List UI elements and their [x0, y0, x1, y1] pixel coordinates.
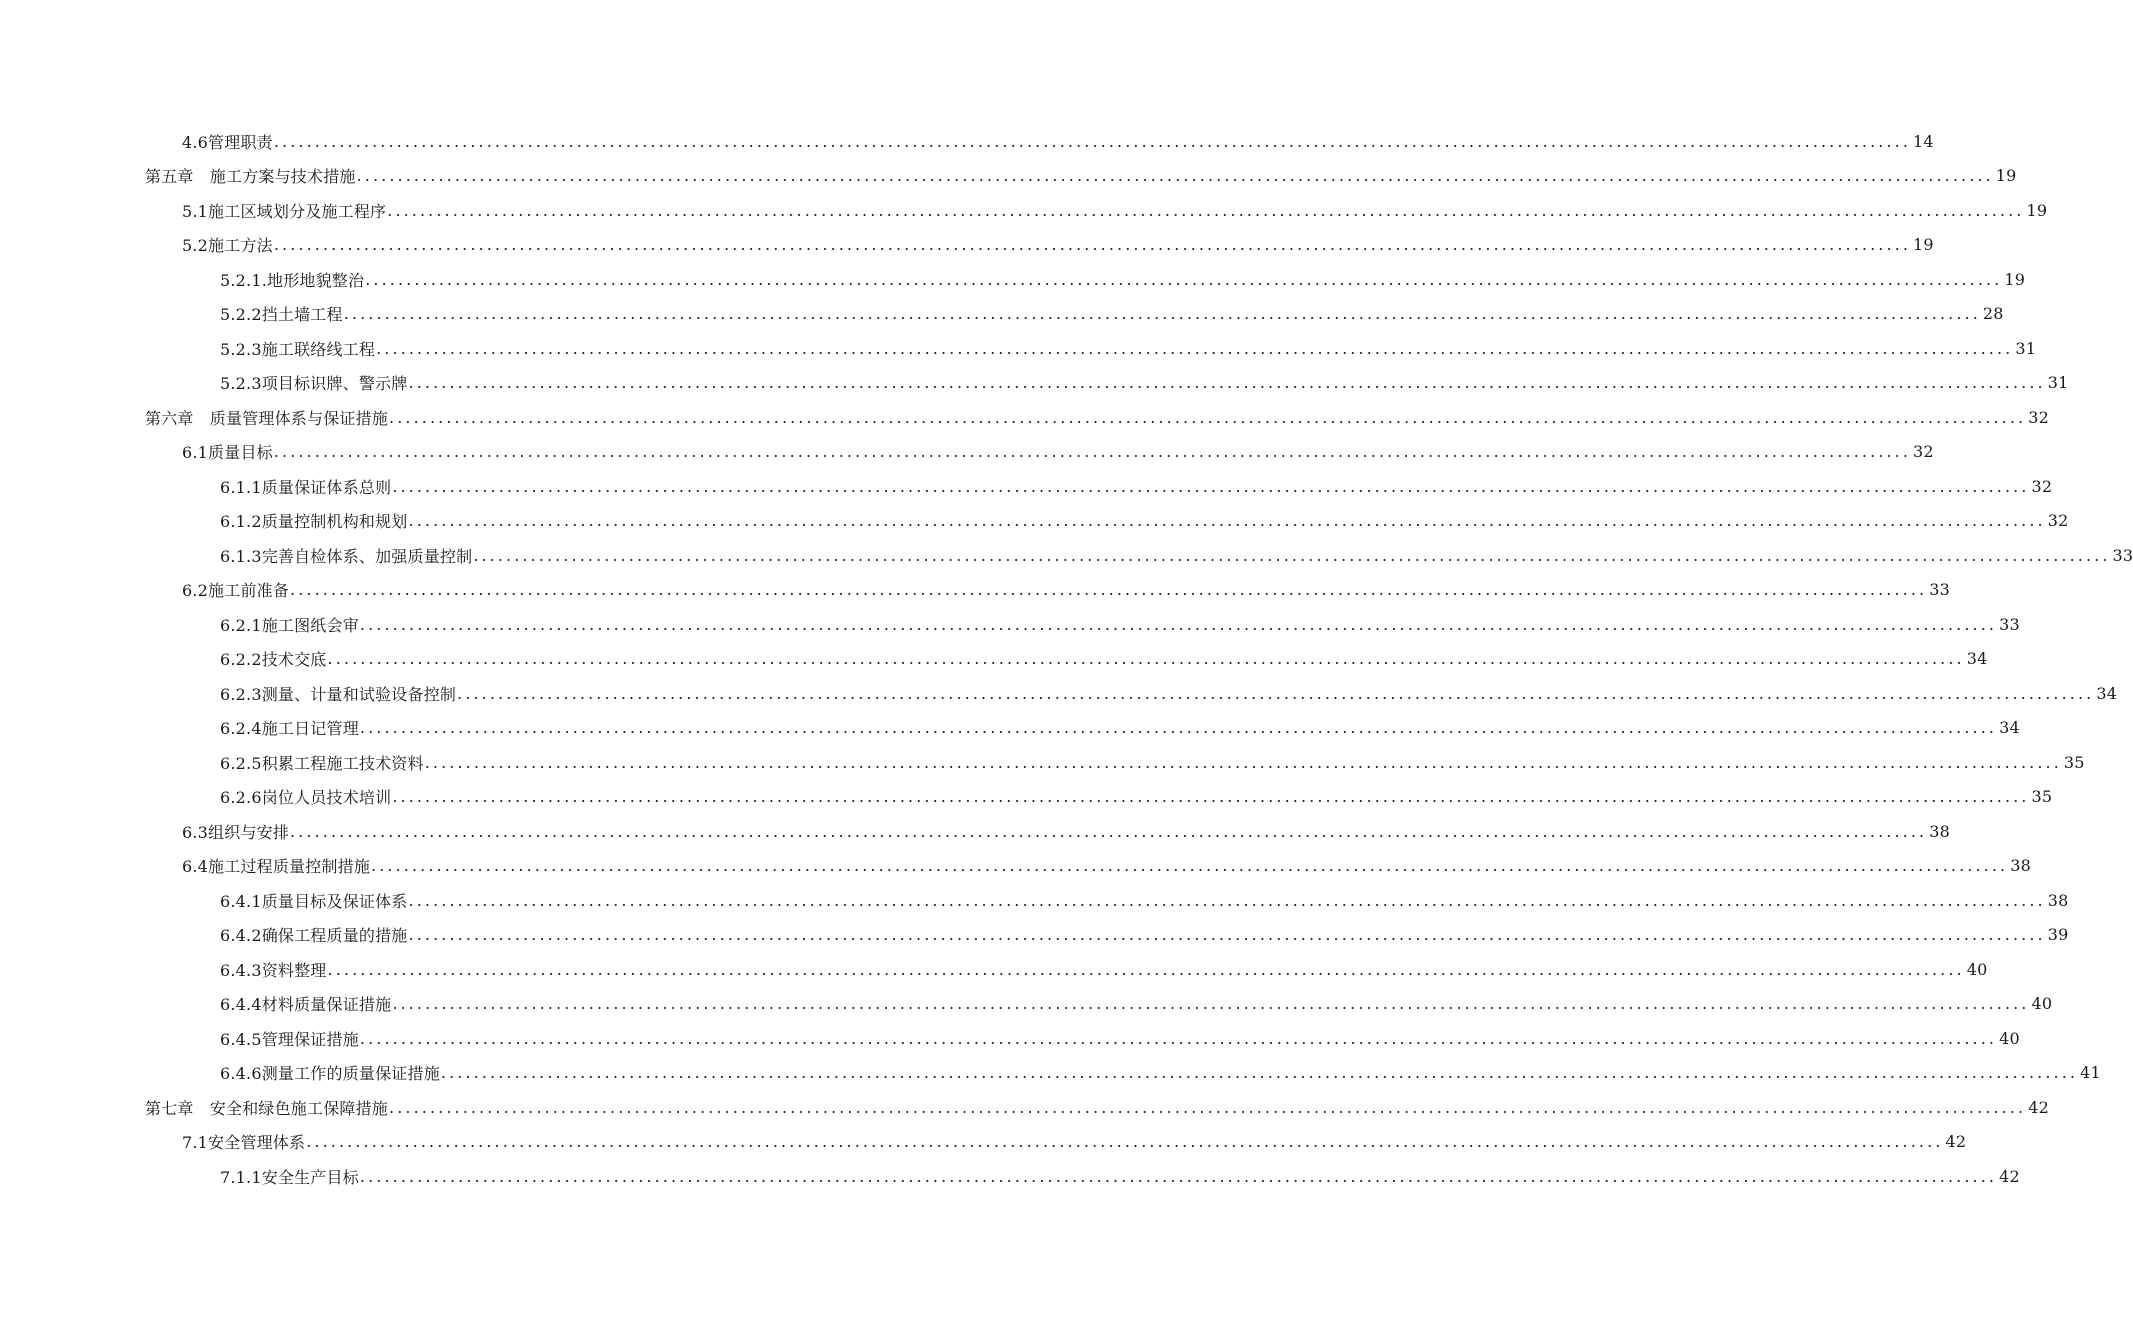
dot-leader: ........................................................................................................................................................................................................: [359, 718, 1998, 738]
toc-entry[interactable]: [0, 918, 2069, 953]
table-of-contents: [0, 124, 2133, 1194]
dot-leader: ........................................................................................................................................................................................................: [327, 649, 1965, 669]
toc-entry-page-number: 40: [1999, 1028, 2020, 1048]
dot-leader: ........................................................................................................................................................................................................: [392, 994, 2030, 1014]
dot-leader: ........................................................................................................................................................................................................: [408, 373, 2046, 393]
toc-entry-title: 6.4.3资料整理: [220, 960, 327, 980]
dot-leader: ........................................................................................................................................................................................................: [473, 545, 2111, 565]
dot-leader: ........................................................................................................................................................................................................: [356, 166, 1994, 186]
toc-entry-page-number: 40: [2031, 994, 2053, 1014]
toc-entry-title: 第五章 施工方案与技术措施: [145, 167, 356, 187]
dot-leader: ........................................................................................................................................................................................................: [365, 269, 2003, 289]
toc-entry-title: 5.2.1.地形地貌整治: [220, 270, 365, 290]
toc-entry[interactable]: [0, 711, 2020, 746]
toc-entry-page-number: 33: [2112, 545, 2133, 565]
toc-entry-title: 6.4.6测量工作的质量保证措施: [220, 1064, 440, 1084]
toc-entry[interactable]: [0, 331, 2037, 366]
toc-entry[interactable]: [0, 780, 2053, 815]
toc-entry-page-number: 35: [2063, 752, 2085, 772]
dot-leader: ........................................................................................................................................................................................................: [306, 1132, 1944, 1152]
toc-entry[interactable]: [0, 642, 1988, 677]
toc-entry[interactable]: [0, 400, 2049, 435]
toc-entry-page-number: 32: [2047, 511, 2069, 531]
toc-entry-page-number: 28: [1982, 304, 2004, 324]
toc-entry-title: 6.4.4材料质量保证措施: [220, 995, 392, 1015]
toc-entry-page-number: 38: [2047, 890, 2069, 910]
toc-entry[interactable]: [0, 504, 2069, 539]
dot-leader: ........................................................................................................................................................................................................: [359, 1166, 1998, 1186]
dot-leader: ........................................................................................................................................................................................................: [424, 752, 2062, 772]
toc-entry-title: 第六章 质量管理体系与保证措施: [145, 408, 389, 428]
dot-leader: ........................................................................................................................................................................................................: [457, 683, 2095, 703]
toc-entry[interactable]: [0, 159, 2017, 194]
toc-entry[interactable]: [0, 1090, 2049, 1125]
dot-leader: ........................................................................................................................................................................................................: [392, 476, 2030, 496]
dot-leader: ........................................................................................................................................................................................................: [273, 235, 1912, 255]
toc-entry-page-number: 19: [1913, 235, 1934, 255]
toc-entry[interactable]: [0, 1021, 2020, 1056]
dot-leader: ........................................................................................................................................................................................................: [290, 580, 1928, 600]
toc-entry-page-number: 33: [1999, 614, 2020, 634]
toc-entry-page-number: 19: [2026, 200, 2048, 220]
toc-entry-page-number: 38: [1929, 821, 1950, 841]
toc-entry-title: 5.2.3项目标识牌、警示牌: [220, 374, 408, 394]
toc-entry[interactable]: [0, 1159, 2020, 1194]
toc-entry[interactable]: [0, 849, 2031, 884]
dot-leader: ........................................................................................................................................................................................................: [327, 959, 1965, 979]
dot-leader: ........................................................................................................................................................................................................: [359, 614, 1998, 634]
dot-leader: ........................................................................................................................................................................................................: [389, 1097, 2027, 1117]
toc-entry-title: 5.2.2挡土墙工程: [220, 305, 343, 325]
dot-leader: ........................................................................................................................................................................................................: [371, 856, 2009, 876]
toc-entry[interactable]: [0, 469, 2053, 504]
toc-entry[interactable]: [0, 676, 2118, 711]
toc-entry-title: 6.2.6岗位人员技术培训: [220, 788, 392, 808]
toc-entry-page-number: 42: [1999, 1166, 2020, 1186]
toc-entry-page-number: 40: [1966, 959, 1988, 979]
toc-entry-page-number: 34: [2096, 683, 2118, 703]
toc-entry-page-number: 34: [1999, 718, 2020, 738]
dot-leader: ........................................................................................................................................................................................................: [408, 925, 2046, 945]
toc-entry-page-number: 31: [2047, 373, 2069, 393]
toc-entry[interactable]: [0, 262, 2026, 297]
toc-entry-page-number: 39: [2047, 925, 2069, 945]
toc-entry-page-number: 14: [1913, 131, 1934, 151]
toc-entry-title: 6.2.5积累工程施工技术资料: [220, 753, 424, 773]
toc-entry-title: 6.2施工前准备: [182, 581, 290, 601]
toc-entry-title: 6.2.3测量、计量和试验设备控制: [220, 684, 457, 704]
toc-entry-title: 6.4.5管理保证措施: [220, 1029, 359, 1049]
toc-entry-page-number: 19: [2004, 269, 2026, 289]
toc-entry-page-number: 32: [2031, 476, 2053, 496]
toc-entry-title: 6.4施工过程质量控制措施: [182, 857, 371, 877]
dot-leader: ........................................................................................................................................................................................................: [389, 407, 2027, 427]
toc-entry[interactable]: [0, 607, 2020, 642]
toc-entry-page-number: 42: [2028, 1097, 2049, 1117]
toc-entry[interactable]: [0, 952, 1988, 987]
toc-entry-title: 7.1.1安全生产目标: [220, 1167, 359, 1187]
dot-leader: ........................................................................................................................................................................................................: [273, 442, 1912, 462]
toc-entry-title: 6.2.1施工图纸会审: [220, 615, 359, 635]
toc-entry-title: 6.4.1质量目标及保证体系: [220, 891, 408, 911]
toc-entry[interactable]: [0, 124, 1934, 159]
dot-leader: ........................................................................................................................................................................................................: [273, 131, 1912, 151]
dot-leader: ........................................................................................................................................................................................................: [408, 511, 2046, 531]
toc-entry-page-number: 19: [1995, 166, 2017, 186]
toc-entry[interactable]: [0, 987, 2053, 1022]
toc-entry-title: 6.1.3完善自检体系、加强质量控制: [220, 546, 473, 566]
toc-entry[interactable]: [0, 435, 1934, 470]
toc-entry-title: 6.1.2质量控制机构和规划: [220, 512, 408, 532]
toc-entry[interactable]: [0, 366, 2069, 401]
toc-entry[interactable]: [0, 1056, 2101, 1091]
toc-entry[interactable]: [0, 573, 1950, 608]
dot-leader: ........................................................................................................................................................................................................: [387, 200, 2025, 220]
toc-entry-page-number: 42: [1945, 1132, 1967, 1152]
toc-entry-title: 6.2.4施工日记管理: [220, 719, 359, 739]
toc-entry-page-number: 35: [2031, 787, 2053, 807]
dot-leader: ........................................................................................................................................................................................................: [392, 787, 2030, 807]
toc-entry-page-number: 41: [2080, 1063, 2101, 1083]
toc-entry[interactable]: [0, 228, 1934, 263]
toc-entry-title: 7.1安全管理体系: [182, 1133, 306, 1153]
toc-entry-title: 5.2.3施工联络线工程: [220, 339, 376, 359]
toc-entry[interactable]: [0, 814, 1950, 849]
toc-entry-page-number: 32: [1913, 442, 1934, 462]
toc-entry-page-number: 32: [2028, 407, 2049, 427]
toc-entry-title: 5.2施工方法: [182, 236, 273, 256]
dot-leader: ........................................................................................................................................................................................................: [440, 1063, 2079, 1083]
toc-entry-page-number: 38: [2010, 856, 2031, 876]
toc-entry-title: 第七章 安全和绿色施工保障措施: [145, 1098, 389, 1118]
toc-entry[interactable]: [0, 745, 2085, 780]
toc-entry[interactable]: [0, 1125, 1967, 1160]
toc-entry[interactable]: [0, 193, 2048, 228]
toc-entry-title: 4.6管理职责: [182, 132, 273, 152]
toc-entry-title: 6.2.2技术交底: [220, 650, 327, 670]
toc-entry[interactable]: [0, 538, 2133, 573]
toc-entry-title: 6.3组织与安排: [182, 822, 290, 842]
toc-entry-title: 6.4.2确保工程质量的措施: [220, 926, 408, 946]
toc-entry-page-number: 31: [2015, 338, 2037, 358]
dot-leader: ........................................................................................................................................................................................................: [290, 821, 1928, 841]
dot-leader: ........................................................................................................................................................................................................: [359, 1028, 1998, 1048]
dot-leader: ........................................................................................................................................................................................................: [343, 304, 1981, 324]
toc-entry-page-number: 33: [1929, 580, 1950, 600]
toc-entry[interactable]: [0, 297, 2004, 332]
toc-entry[interactable]: [0, 883, 2069, 918]
toc-entry-page-number: 34: [1966, 649, 1988, 669]
dot-leader: ........................................................................................................................................................................................................: [408, 890, 2046, 910]
toc-entry-title: 6.1质量目标: [182, 443, 273, 463]
toc-entry-title: 6.1.1质量保证体系总则: [220, 477, 392, 497]
dot-leader: ........................................................................................................................................................................................................: [376, 338, 2014, 358]
toc-entry-title: 5.1施工区域划分及施工程序: [182, 201, 387, 221]
